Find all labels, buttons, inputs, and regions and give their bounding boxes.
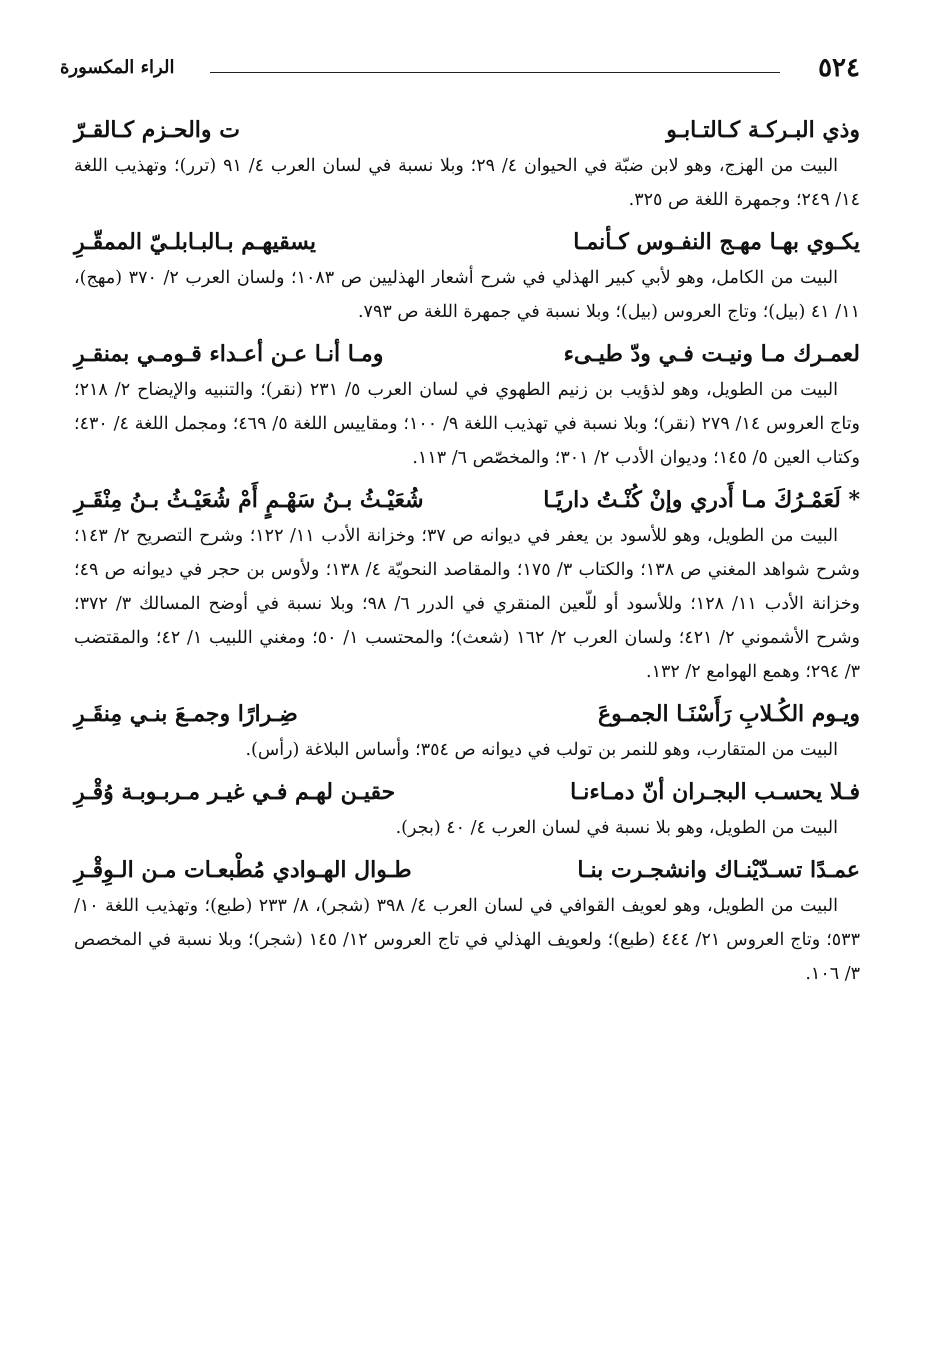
verse-line (74, 113, 860, 147)
verse-entry (74, 697, 860, 767)
page-body (74, 105, 860, 997)
first-hemistich: لعمـرك مـا ونيـت فـي ودّ طيـىء (563, 341, 860, 367)
second-hemistich: ومـا أنـا عـن أعـداء قـومـي بمنقـرِ (74, 341, 384, 367)
page-header (60, 52, 860, 84)
header-rule (210, 72, 780, 73)
verse-line (74, 697, 860, 731)
verse-commentary: البيت من الطويل، وهو للأسود بن يعفر في ديوانه ص ٣٧؛ وخزانة الأدب ١١/ ١٢٢؛ وشرح التصريح ٢/ ١٤٣؛ وشرح شواهد المغني ص ١٣٨؛ والكتاب ٣/ ١٧٥؛ والمقاصد النحويّة ٤/ ١٣٨؛ ولأوس بن حجر في ديوانه ص ٤٩؛ وخزانة الأدب ١١/ ١٢٨؛ وللأسود أو للّعين المنقري في الدرر ٦/ ٩٨؛ وبلا نسبة في أوضح المسالك ٣/ ٣٧٢؛ وشرح الأشموني ٢/ ٤٢١؛ ولسان العرب ٢/ ١٦٢ (شعث)؛ والمحتسب ١/ ٥٠؛ ومغني اللبيب ١/ ٤٢؛ والمقتضب ٣/ ٢٩٤؛ وهمع الهوامع ٢/ ١٣٢. (74, 526, 861, 682)
second-hemistich: يسقيهـم بـالبـابلـيّ الممقّـرِ (74, 229, 316, 255)
first-hemistich: يكـوي بهـا مهـج النفـوس كـأنمـا (573, 229, 860, 255)
verse-entry (74, 337, 860, 475)
second-hemistich: ت والحـزم كـالقـرّ (74, 117, 240, 143)
running-title: الراء المكسورة (60, 57, 175, 78)
verse-entry (74, 775, 860, 845)
verse-commentary: البيت من المتقارب، وهو للنمر بن تولب في ديوانه ص ٣٥٤؛ وأساس البلاغة (رأس). (245, 740, 838, 760)
second-hemistich: حقيـن لهـم فـي غيـر مـربـوبـة وُقْـرِ (74, 779, 396, 805)
verse-line (74, 225, 860, 259)
verse-entry (74, 853, 860, 991)
verse-entry (74, 225, 860, 329)
first-hemistich: فـلا يحسـب البجـران أنّ دمـاءنـا (570, 779, 860, 805)
verse-line (74, 853, 860, 887)
second-hemistich: ضِـرارًا وجمـعَ بنـي مِنقَـرِ (74, 701, 298, 727)
verse-commentary: البيت من الطويل، وهو لذؤيب بن زنيم الطهوي في لسان العرب ٥/ ٢٣١ (نقر)؛ والتنبيه والإيضاح ٢/ ٢١٨؛ وتاج العروس ١٤/ ٢٧٩ (نقر)؛ وبلا نسبة في تهذيب اللغة ٩/ ١٠٠؛ ومقاييس اللغة ٥/ ٤٦٩؛ ومجمل اللغة ٤/ ٤٣٠؛ وكتاب العين ٥/ ١٤٥؛ وديوان الأدب ٢/ ٣٠١؛ والمخصّص ٦/ ١١٣. (74, 380, 860, 468)
verse-line (74, 775, 860, 809)
verse-entry (74, 113, 860, 217)
first-hemistich: عمـدًا تسـدّيْنـاك وانشجـرت بنـا (577, 857, 860, 883)
verse-line (74, 483, 860, 517)
verse-commentary: البيت من الكامل، وهو لأبي كبير الهذلي في شرح أشعار الهذليين ص ١٠٨٣؛ ولسان العرب ٢/ ٣٧٠ (مهج)، ١١/ ٤١ (بيل)؛ وتاج العروس (بيل)؛ وبلا نسبة في جمهرة اللغة ص ٧٩٣. (74, 268, 860, 322)
first-hemistich: * لَعَمْـرُكَ مـا أَدري وإنْ كُنْـتُ داريًـا (543, 487, 860, 513)
first-hemistich: ويـوم الكُـلابِ رَأَسْنَـا الجمـوعَ (597, 701, 860, 727)
verse-commentary: البيت من الطويل، وهو بلا نسبة في لسان العرب ٤/ ٤٠ (بجر). (395, 818, 838, 838)
page-number: ٥٢٤ (818, 53, 860, 83)
verse-entry (74, 483, 860, 689)
verse-commentary: البيت من الهزج، وهو لابن ضبّة في الحيوان ٤/ ٢٩؛ وبلا نسبة في لسان العرب ٤/ ٩١ (ترر)؛ وتهذيب اللغة ١٤/ ٢٤٩؛ وجمهرة اللغة ص ٣٢٥. (74, 156, 860, 210)
verse-commentary: البيت من الطويل، وهو لعويف القوافي في لسان العرب ٤/ ٣٩٨ (شجر)، ٨/ ٢٣٣ (طبع)؛ وتهذيب اللغة ١٠/ ٥٣٣؛ وتاج العروس ٢١/ ٤٤٤ (طبع)؛ ولعويف الهذلي في تاج العروس ١٢/ ١٤٥ (شجر)؛ وبلا نسبة في المخصص ٣/ ١٠٦. (74, 896, 860, 984)
second-hemistich: شُعَيْـثُ بـنُ سَهْـمٍ أَمْ شُعَيْـثُ بـنُ مِنْقَـرِ (74, 487, 424, 513)
verse-line (74, 337, 860, 371)
first-hemistich: وذي البـركـة كـالتـابـو (666, 117, 860, 143)
second-hemistich: طـوال الهـوادي مُطْبعـات مـن الـوِقْـرِ (74, 857, 412, 883)
